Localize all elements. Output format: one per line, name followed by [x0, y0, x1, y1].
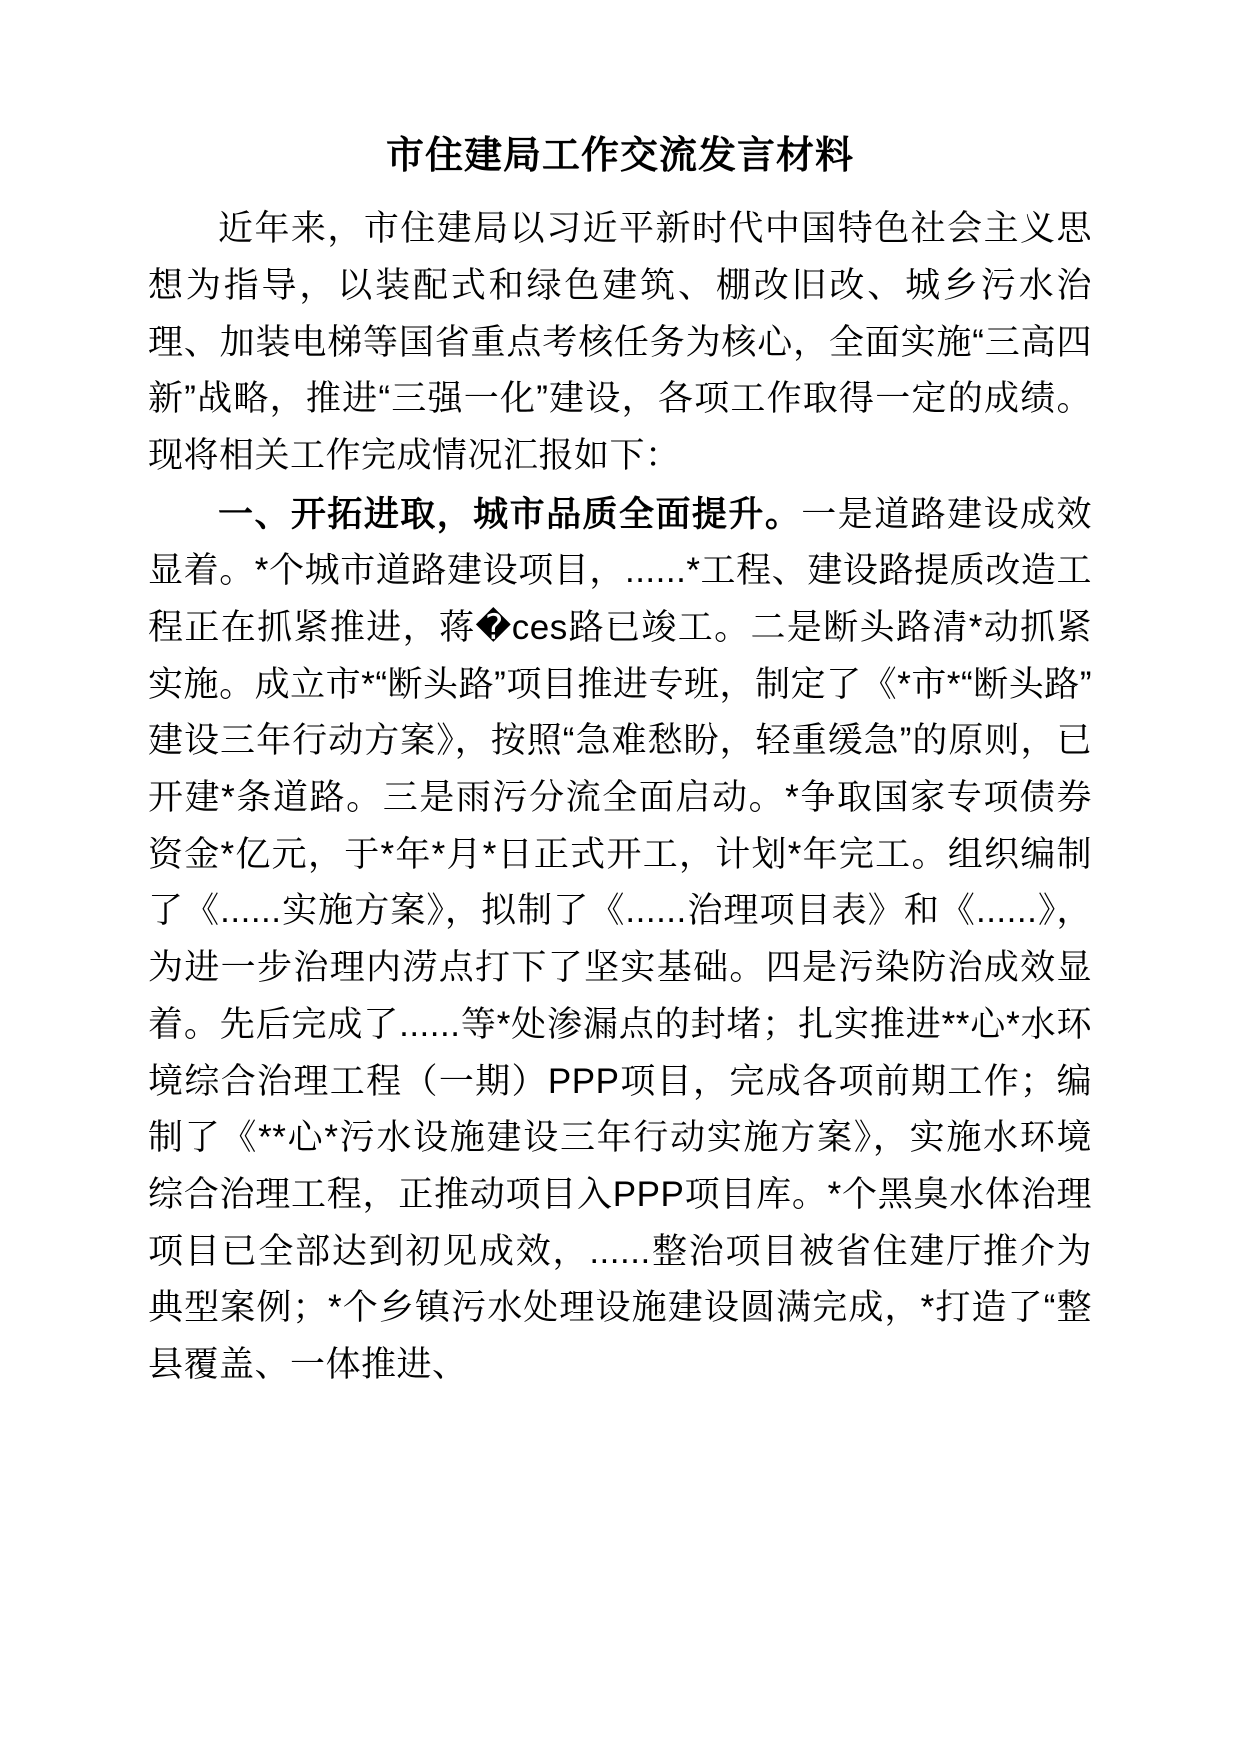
page-title: 市住建局工作交流发言材料 — [385, 135, 854, 177]
section-body-one: 一是道路建设成效显着。*个城市道路建设项目，......*工程、建设路提质改造工程正在抓紧推进，蒋�ces路已竣工。二是断头路清*动抓紧实施。成立市*“断头路”项目推进专班，制定了《*市*“断头路”建设三年行动方案》，按照“急难愁盼，轻重缓急”的原则，已开建*条道路。三是雨污分流全面启动。*争取国家专项债券资金*亿元，于*年*月*日正式开工，计划*年完工。组织编制了《......实施方案》，拟制了《......治理项目表》和《......》，为进一步治理内涝点打下了坚实基础。四是污染防治成效显着。先后完成了......等*处渗漏点的封堵；扎实推进**心*水环境综合治理工程（一期）PPP项目，完成各项前期工作；编制了《**心*污水设施建设三年行动实施方案》，实施水环境综合治理工程，正推动项目入PPP项目库。*个黑臭水体治理项目已全部达到初见成效，......整治项目被省住建厅推介为典型案例；*个乡镇污水处理设施建设圆满完成，*打造了“整县覆盖、一体推进、 — [148, 494, 1092, 1384]
paragraph-section-one — [148, 487, 1092, 1394]
section-heading-one: 一、开拓进取，城市品质全面提升。 — [218, 494, 802, 534]
paragraph-intro: 近年来，市住建局以习近平新时代中国特色社会主义思想为指导，以装配式和绿色建筑、棚改旧改、城乡污水治理、加装电梯等国省重点考核任务为核心，全面实施“三高四新”战略，推进“三强一化”建设，各项工作取得一定的成绩。现将相关工作完成情况汇报如下： — [148, 209, 1092, 475]
